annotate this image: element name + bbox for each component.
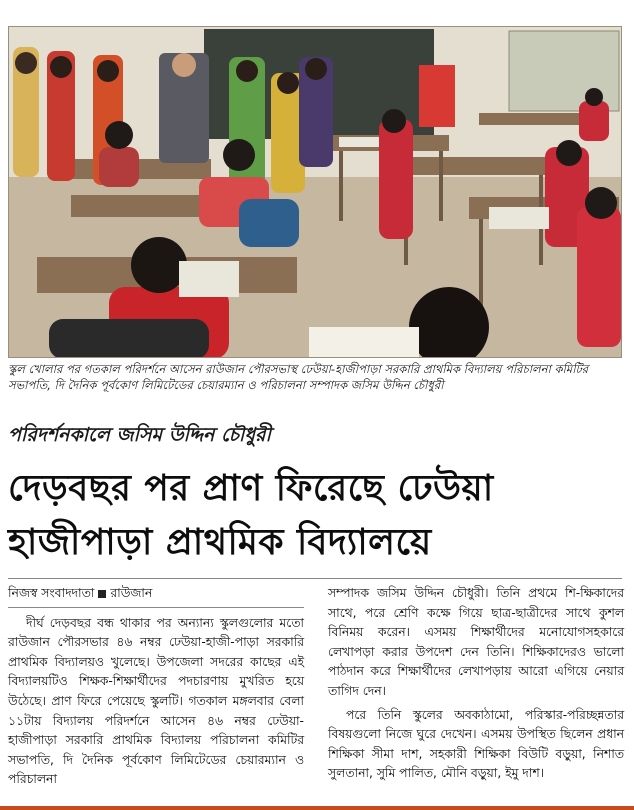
article-column-left (8, 584, 304, 790)
page-bottom-bar (0, 806, 634, 810)
classroom-photo-illustration (9, 27, 622, 358)
square-bullet-icon (98, 590, 106, 598)
news-photo (8, 26, 622, 358)
byline-reporter: নিজস্ব সংবাদদাতা (8, 586, 95, 600)
article-paragraph: সম্পাদক জসিম উদ্দিন চৌধুরী। তিনি প্রথমে শি-ক্ষিকাদের সাথে, পরে শ্রেণি কক্ষে গিয়ে ছাত্র-ছাত্রীদের সাথে কুশল বিনিময় করেন। এসময় শিক্ষার্থীদের মনোযোগসহকারে লেখাপড়া করার উপদেশ দেন তিনি। শিক্ষিকাদেরও ভালো পাঠদান করে শিক্ষার্থীদের লেখাপড়ায় আরো এগিয়ে নেয়ার তাগিদ দেন। (328, 586, 624, 698)
headline-line-2: হাজীপাড়া প্রাথমিক বিদ্যালয়ে (8, 522, 432, 563)
headline-line-1: দেড়বছর পর প্রাণ ফিরেছে ঢেউয়া (8, 468, 494, 509)
photo-caption: স্কুল খোলার পর গতকাল পরিদর্শনে আসেন রাউজান পৌরসভাস্থ ঢেউয়া-হাজীপাড়া সরকারি প্রাথমিক বিদ্যালয় পরিচালনা কমিটির সভাপতি, দি দৈনিক পূর্বকোণ লিমিটেডের চেয়ারম্যান ও পরিচালনা সম্পাদক জসিম উদ্দিন চৌধুরী (8, 362, 589, 392)
headline-divider (8, 578, 622, 579)
article-column-right (328, 584, 624, 784)
article-paragraph: পরে তিনি স্কুলের অবকাঠামো, পরিস্কার-পরিচ্ছন্নতার বিষয়গুলো নিজে ঘুরে দেখেন। এসময় উপস্থিত ছিলেন প্রধান শিক্ষিকা সীমা দাশ, সহকারী শিক্ষিকা বিউটি বড়ুয়া, নিশাত সুলতানা, সুমি পালিত, মৌনি বড়ুয়া, ইমু দাশ। (328, 707, 624, 781)
kicker-subhead: পরিদর্শনকালে জসিম উদ্দিন চৌধুরী (8, 424, 271, 446)
article-paragraph: দীর্ঘ দেড়বছর বন্ধ থাকার পর অন্যান্য স্কুলগুলোর মতো রাউজান পৌরসভার ৪৬ নম্বর ঢেউয়া-হাজী-পাড়া সরকারি প্রাথমিক বিদ্যালয়ও খুলেছে। উপজেলা সদরের কাছের এই বিদ্যালয়টিও শিক্ষক-শিক্ষার্থীদের পদচারণায় মুখরিত হয়ে উঠেছে। প্রাণ ফিরে পেয়েছে স্কুলটি। গতকাল মঙ্গলবার বেলা ১১টায় বিদ্যালয় পরিদর্শনে আসেন ৪৬ নম্বর ঢেউয়া-হাজীপাড়া সরকারি প্রাথমিক বিদ্যালয় পরিচালনা কমিটির সভাপতি, দি দৈনিক পূর্বকোণ লিমিটেডের চেয়ারম্যান ও পরিচালনা (8, 615, 304, 787)
headline (8, 462, 622, 570)
byline-place: রাউজান (110, 586, 153, 600)
byline (8, 584, 304, 608)
